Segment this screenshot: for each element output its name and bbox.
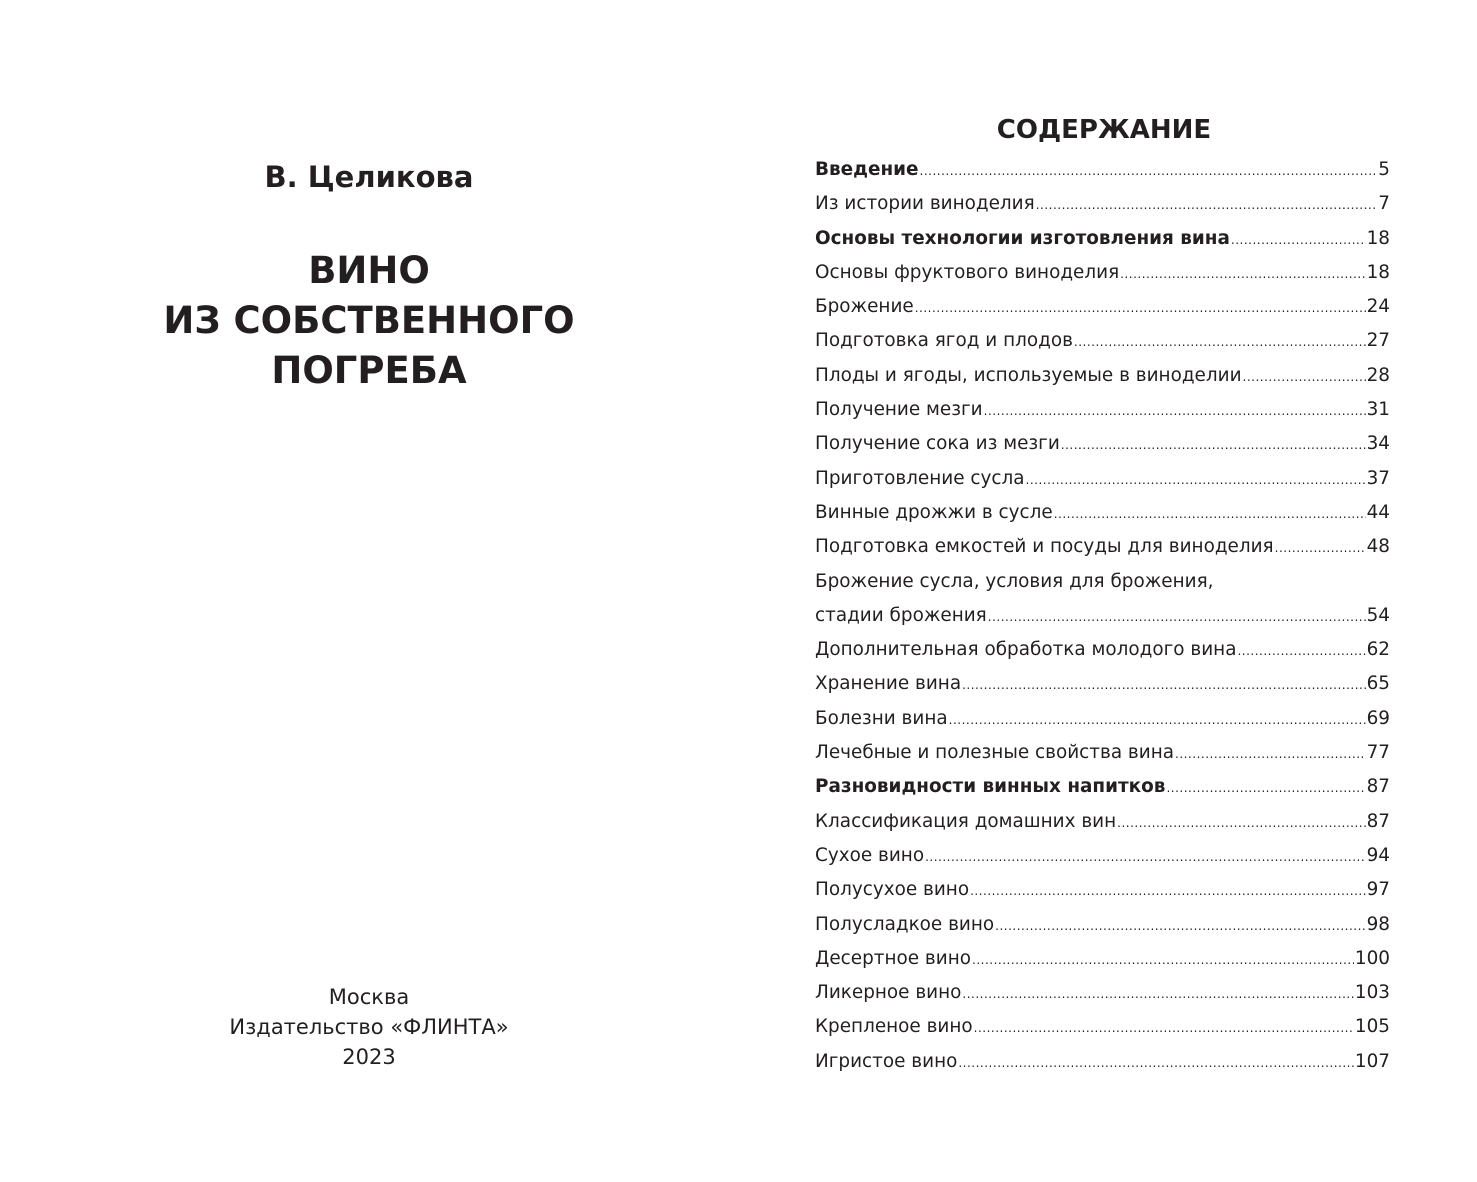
- toc-entry-label: Винные дрожжи в сусле: [815, 501, 1053, 523]
- toc-entry: [815, 153, 1390, 187]
- toc-entry: [815, 667, 1390, 701]
- toc-entry: [815, 565, 1390, 599]
- left-page: [0, 0, 738, 1182]
- toc-entry-label: Подготовка емкостей и посуды для виноделия: [815, 536, 1274, 558]
- toc-entry-page: 37: [1366, 467, 1390, 489]
- toc-entry: [815, 393, 1390, 427]
- toc-entry-label: Хранение вина: [815, 673, 962, 695]
- toc-entry: [815, 805, 1390, 839]
- toc-entry-page: 54: [1366, 604, 1390, 626]
- toc-dot-leader: [984, 394, 1366, 428]
- toc-entry: [815, 290, 1390, 324]
- toc-entry-label: Основы технологии изготовления вина: [815, 227, 1230, 249]
- toc-entry-page: 69: [1366, 707, 1390, 729]
- toc-entry-label: Полусухое вино: [815, 879, 970, 901]
- toc-dot-leader: [1175, 737, 1366, 771]
- toc-entry-page: 48: [1366, 536, 1390, 558]
- toc-entry-label: Из истории виноделия: [815, 193, 1035, 215]
- toc-dot-leader: [925, 840, 1366, 874]
- toc-entry-page: 18: [1366, 227, 1390, 249]
- toc-entry-page: 87: [1366, 810, 1390, 832]
- toc-entry-label: Крепленое вино: [815, 1016, 973, 1038]
- book-title-line: ИЗ СОБСТВЕННОГО: [163, 299, 575, 342]
- toc-entry-page: 100: [1354, 947, 1390, 969]
- toc-dot-leader: [1036, 188, 1378, 222]
- toc-entry-page: 97: [1366, 879, 1390, 901]
- toc-entry: [815, 462, 1390, 496]
- toc-dot-leader: [958, 1046, 1354, 1080]
- toc-entry-label: Игристое вино: [815, 1050, 958, 1072]
- toc-entry-label: Введение: [815, 159, 919, 180]
- toc-entry-page: 28: [1366, 364, 1390, 386]
- toc-entry: [815, 496, 1390, 530]
- toc-entry-page: 44: [1366, 501, 1390, 523]
- toc-entry-page: 77: [1366, 742, 1390, 764]
- toc-entry-page: 27: [1366, 330, 1390, 352]
- toc-entry-label: Получение мезги: [815, 399, 983, 421]
- toc-dot-leader: [962, 977, 1354, 1011]
- toc-dot-leader: [1275, 531, 1366, 565]
- toc-entry: [815, 942, 1390, 976]
- toc-dot-leader: [1243, 360, 1366, 394]
- toc-entry-label: Дополнительная обработка молодого вина: [815, 639, 1237, 661]
- toc-heading: СОДЕРЖАНИЕ: [996, 115, 1212, 145]
- toc-entry-label: Десертное вино: [815, 947, 971, 969]
- toc-entry-page: 34: [1366, 433, 1390, 455]
- toc-entry-label: Лечебные и полезные свойства вина: [815, 742, 1175, 764]
- toc-entry: [815, 187, 1390, 221]
- toc-entry-page: 24: [1366, 296, 1390, 318]
- right-page: [738, 0, 1477, 1182]
- toc-entry-label: Брожение сусла, условия для брожения,: [815, 570, 1214, 592]
- toc-entry-label: Ликерное вино: [815, 982, 962, 1004]
- toc-dot-leader: [988, 600, 1366, 634]
- toc-entry-label: Брожение: [815, 296, 914, 318]
- toc-entry-label: Классификация домашних вин: [815, 810, 1117, 832]
- toc-entry-page: 103: [1354, 982, 1390, 1004]
- toc-entry-page: 98: [1366, 913, 1390, 935]
- toc-entry: [815, 633, 1390, 667]
- toc-entry: [815, 702, 1390, 736]
- toc-entry-page: 5: [1378, 159, 1390, 180]
- toc-entry-label: Полусладкое вино: [815, 913, 995, 935]
- toc-entry-page: 94: [1366, 844, 1390, 866]
- toc-entry: [815, 256, 1390, 290]
- toc-entry: [815, 908, 1390, 942]
- toc-entry-label: Приготовление сусла: [815, 467, 1025, 489]
- imprint-city: Москва: [328, 985, 410, 1009]
- toc-dot-leader: [974, 1011, 1354, 1045]
- toc-entry: [815, 222, 1390, 256]
- toc-dot-leader: [972, 943, 1354, 977]
- toc-entry: [815, 427, 1390, 461]
- toc-entry-page: 7: [1378, 193, 1390, 215]
- imprint-year: 2023: [342, 1045, 396, 1069]
- toc-dot-leader: [1054, 497, 1366, 531]
- author-name: В. Целикова: [264, 160, 474, 194]
- toc-entry: [815, 1010, 1390, 1044]
- toc-entry: [815, 359, 1390, 393]
- toc-dot-leader: [1074, 325, 1366, 359]
- toc-dot-leader: [920, 154, 1378, 188]
- toc-entry-label: Подготовка ягод и плодов: [815, 330, 1073, 352]
- toc-entry-page: 107: [1354, 1050, 1390, 1072]
- toc-dot-leader: [1120, 257, 1365, 291]
- toc-dot-leader: [1061, 428, 1366, 462]
- toc-entry-label: Сухое вино: [815, 844, 925, 866]
- book-title: [0, 246, 738, 396]
- toc-entry-page: 62: [1366, 639, 1390, 661]
- toc-entry: [815, 976, 1390, 1010]
- toc-entry: [815, 324, 1390, 358]
- toc-dot-leader: [1166, 771, 1365, 805]
- toc-dot-leader: [1117, 806, 1365, 840]
- toc-entry-page: 18: [1366, 261, 1390, 283]
- toc-entry: [815, 770, 1390, 804]
- toc-entry-page: 65: [1366, 673, 1390, 695]
- toc-dot-leader: [1231, 223, 1366, 257]
- toc-entry-page: 87: [1366, 776, 1390, 798]
- imprint: [0, 982, 738, 1072]
- toc-entry: [815, 839, 1390, 873]
- toc-entry-page: 105: [1354, 1016, 1390, 1038]
- imprint-publisher: Издательство «ФЛИНТА»: [229, 1015, 509, 1039]
- toc-entry: [815, 599, 1390, 633]
- toc-dot-leader: [970, 874, 1366, 908]
- toc-dot-leader: [995, 909, 1365, 943]
- toc-dot-leader: [915, 291, 1366, 325]
- toc-dot-leader: [1026, 463, 1366, 497]
- toc-entry-label: Получение сока из мезги: [815, 433, 1060, 455]
- toc-entry-label: стадии брожения: [815, 604, 987, 626]
- toc-entry-page: 31: [1366, 399, 1390, 421]
- toc-entry: [815, 530, 1390, 564]
- toc-entry-label: Плоды и ягоды, используемые в виноделии: [815, 364, 1242, 386]
- toc-dot-leader: [949, 703, 1366, 737]
- toc-entry-label: Основы фруктового виноделия: [815, 261, 1120, 283]
- toc-entry-label: Разновидности винных напитков: [815, 776, 1166, 798]
- toc-entry: [815, 736, 1390, 770]
- toc-entry: [815, 1045, 1390, 1079]
- toc-dot-leader: [1237, 634, 1365, 668]
- toc-dot-leader: [962, 668, 1365, 702]
- book-title-line: ПОГРЕБА: [271, 349, 467, 392]
- toc-entry: [815, 873, 1390, 907]
- toc-entry-label: Болезни вина: [815, 707, 948, 729]
- table-of-contents: [815, 153, 1390, 1079]
- book-title-line: ВИНО: [308, 249, 430, 292]
